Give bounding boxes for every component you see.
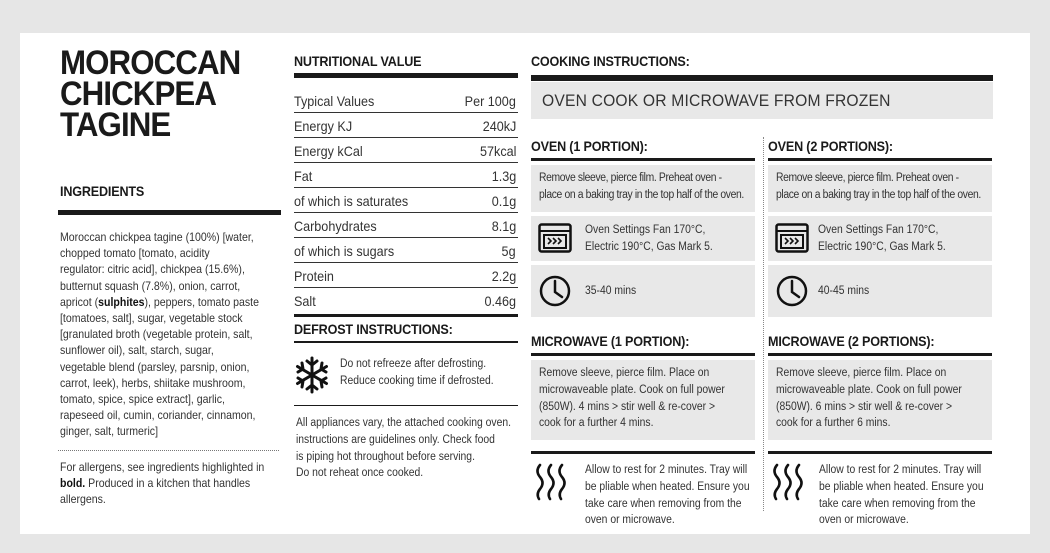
rest-line: take care when removing from the	[819, 497, 976, 510]
oven-1-time	[531, 265, 755, 317]
rest-line: take care when removing from the	[585, 497, 742, 510]
ingredient-line: rapeseed oil, cumin, coriander, cinnamon,	[60, 408, 256, 423]
product-title	[60, 44, 244, 144]
microwave-step-line: cook for a further 4 mins.	[539, 417, 654, 430]
microwave-step-line: microwaveable plate. Cook on full power	[776, 383, 962, 396]
rest-2-text	[819, 462, 999, 529]
nutrition-row	[294, 213, 518, 238]
appliance-note	[296, 415, 521, 482]
product-label	[20, 33, 1030, 534]
oven-2-rule	[768, 158, 992, 161]
allergen-note-line: For allergens, see ingredients highlighted in	[60, 460, 265, 474]
oven-step-line: Remove sleeve, pierce film. Preheat oven -	[539, 172, 722, 184]
nutrient-value: 8.1g	[491, 218, 516, 234]
microwave-step-line: cook for a further 6 mins.	[776, 417, 891, 430]
nutrition-row	[294, 288, 518, 312]
ingredients-divider	[58, 450, 279, 451]
ingredient-line: vegetable blend (parsley, parsnip, onion,	[60, 359, 250, 374]
clock-icon	[776, 275, 808, 307]
oven-settings-line: Electric 190°C, Gas Mark 5.	[585, 240, 713, 253]
title-line: MOROCCAN	[60, 44, 241, 82]
nutrition-row	[294, 238, 518, 263]
ingredient-line: chopped tomato [tomato, acidity	[60, 246, 210, 261]
appliance-note-line: is piping hot throughout before serving.	[296, 450, 475, 463]
oven-2-heading: OVEN (2 PORTIONS):	[768, 138, 893, 154]
allergen-note-text: Produced in a kitchen that handles	[85, 476, 251, 491]
rest-line: oven or microwave.	[585, 514, 675, 527]
nutrient-value: Per 100g	[464, 93, 516, 109]
oven-settings-line: Electric 190°C, Gas Mark 5.	[818, 240, 946, 253]
ingredient-line: sunflower oil), salt, starch, sugar,	[60, 343, 214, 358]
nutrient-label: of which is saturates	[294, 193, 409, 209]
allergen-bold-word: bold.	[60, 476, 86, 491]
ingredient-line	[60, 294, 280, 310]
oven-2-step	[768, 165, 992, 212]
ingredient-line: butternut squash (7.8%), onion, carrot,	[60, 278, 241, 293]
nutrient-label: Energy kCal	[294, 143, 363, 159]
rest-2-rule	[768, 451, 992, 454]
appliance-note-line: All appliances vary, the attached cooking oven.	[296, 417, 512, 429]
oven-step-line: Remove sleeve, pierce film. Preheat oven -	[776, 172, 959, 184]
defrost-text	[340, 356, 520, 390]
ingredient-text: apricot (	[60, 294, 99, 309]
nutrient-label: Energy KJ	[294, 118, 353, 134]
banner-text: OVEN COOK OR MICROWAVE FROM FROZEN	[542, 91, 891, 110]
oven-1-heading: OVEN (1 PORTION):	[531, 138, 648, 154]
ingredient-line: [tomatoes, salt], sugar, vegetable stock	[60, 311, 243, 326]
oven-settings-line: Oven Settings Fan 170°C,	[818, 224, 939, 236]
microwave-step-line: Remove sleeve, pierce film. Place on	[776, 367, 947, 379]
nutrient-value: 240kJ	[482, 118, 516, 134]
nutrient-label: Fat	[294, 168, 313, 184]
rest-line: oven or microwave.	[819, 514, 909, 527]
nutrition-bottom-rule	[294, 314, 518, 317]
oven-settings-line: Oven Settings Fan 170°C,	[585, 224, 706, 236]
nutrition-heading: NUTRITIONAL VALUE	[294, 53, 422, 69]
nutrient-value: 2.2g	[491, 268, 516, 284]
microwave-1-rule	[531, 353, 755, 356]
defrost-divider	[294, 405, 518, 406]
nutrient-label: Protein	[294, 268, 334, 284]
appliance-note-line: Do not reheat once cooked.	[296, 467, 424, 480]
ingredients-heading: INGREDIENTS	[60, 183, 145, 199]
rest-line: be pliable when heated. Ensure you	[819, 480, 984, 493]
oven-1-settings	[531, 216, 755, 261]
cook-time: 35-40 mins	[585, 285, 637, 297]
rest-1-rule	[531, 451, 755, 454]
ingredient-line: tomato, spice, spice extract], garlic,	[60, 392, 225, 407]
heat-waves-icon	[770, 463, 806, 501]
cooking-heading: COOKING INSTRUCTIONS:	[531, 53, 690, 69]
oven-icon	[538, 223, 572, 253]
ingredients-text	[60, 229, 280, 440]
defrost-heading: DEFROST INSTRUCTIONS:	[294, 321, 453, 337]
defrost-text-line: Reduce cooking time if defrosted.	[340, 374, 494, 387]
ingredient-line: regulator: citric acid], chickpea (15.6%),	[60, 262, 245, 277]
oven-1-rule	[531, 158, 755, 161]
title-line: CHICKPEA	[60, 75, 217, 113]
clock-icon	[539, 275, 571, 307]
rest-line: Allow to rest for 2 minutes. Tray will	[585, 464, 748, 476]
oven-2-time	[768, 265, 992, 317]
nutrient-label: Salt	[294, 293, 316, 309]
snowflake-icon	[294, 355, 330, 395]
nutrient-value: 5g	[501, 243, 516, 259]
nutrition-row	[294, 188, 518, 213]
oven-2-settings	[768, 216, 992, 261]
ingredient-line: ginger, salt, turmeric]	[60, 424, 159, 439]
defrost-text-line: Do not refreeze after defrosting.	[340, 358, 487, 370]
title-line: TAGINE	[60, 106, 171, 144]
microwave-step-line: (850W). 6 mins > stir well & re-cover >	[776, 400, 953, 413]
nutrient-value: 1.3g	[491, 168, 516, 184]
oven-icon	[775, 223, 809, 253]
nutrition-row	[294, 263, 518, 288]
rest-line: be pliable when heated. Ensure you	[585, 480, 750, 493]
cooking-rule	[531, 75, 993, 81]
allergen-note-line	[60, 475, 280, 491]
appliance-note-line: instructions are guidelines only. Check food	[296, 433, 495, 446]
nutrient-value: 57kcal	[479, 143, 516, 159]
ingredient-line: carrot, leek), herbs, shiitake mushroom,	[60, 375, 246, 390]
allergen-note	[60, 459, 280, 508]
nutrient-label: Typical Values	[294, 93, 375, 109]
microwave-2-rule	[768, 353, 992, 356]
oven-step-line: place on a baking tray in the top half of the oven.	[776, 188, 981, 201]
nutrition-row	[294, 88, 518, 113]
cooking-banner	[531, 82, 993, 119]
nutrient-label: of which is sugars	[294, 243, 395, 259]
rest-line: Allow to rest for 2 minutes. Tray will	[819, 464, 982, 476]
microwave-step-line: (850W). 4 mins > stir well & re-cover >	[539, 400, 716, 413]
ingredient-text: ), peppers, tomato paste	[144, 294, 259, 309]
oven-step-line: place on a baking tray in the top half of the oven.	[539, 188, 744, 201]
nutrient-value: 0.46g	[484, 293, 516, 309]
ingredients-rule	[58, 210, 281, 215]
nutrition-row	[294, 113, 518, 138]
cook-time: 40-45 mins	[818, 285, 870, 297]
nutrition-row	[294, 163, 518, 188]
defrost-rule	[294, 341, 518, 343]
ingredient-line: Moroccan chickpea tagine (100%) [water,	[60, 230, 254, 244]
microwave-step-line: microwaveable plate. Cook on full power	[539, 383, 725, 396]
microwave-1-heading: MICROWAVE (1 PORTION):	[531, 333, 690, 349]
oven-1-step	[531, 165, 755, 212]
ingredient-line: [granulated broth (vegetable protein, salt,	[60, 327, 253, 342]
microwave-1-steps	[531, 360, 755, 440]
rest-1-text	[585, 462, 765, 529]
heat-waves-icon	[533, 463, 569, 501]
allergen-note-line: allergens.	[60, 492, 106, 507]
microwave-2-heading: MICROWAVE (2 PORTIONS):	[768, 333, 935, 349]
nutrient-value: 0.1g	[491, 193, 516, 209]
microwave-step-line: Remove sleeve, pierce film. Place on	[539, 367, 710, 379]
nutrition-row	[294, 138, 518, 163]
microwave-2-steps	[768, 360, 992, 440]
nutrient-label: Carbohydrates	[294, 218, 377, 234]
allergen-highlight: sulphites	[98, 294, 145, 309]
nutrition-rule	[294, 73, 518, 78]
